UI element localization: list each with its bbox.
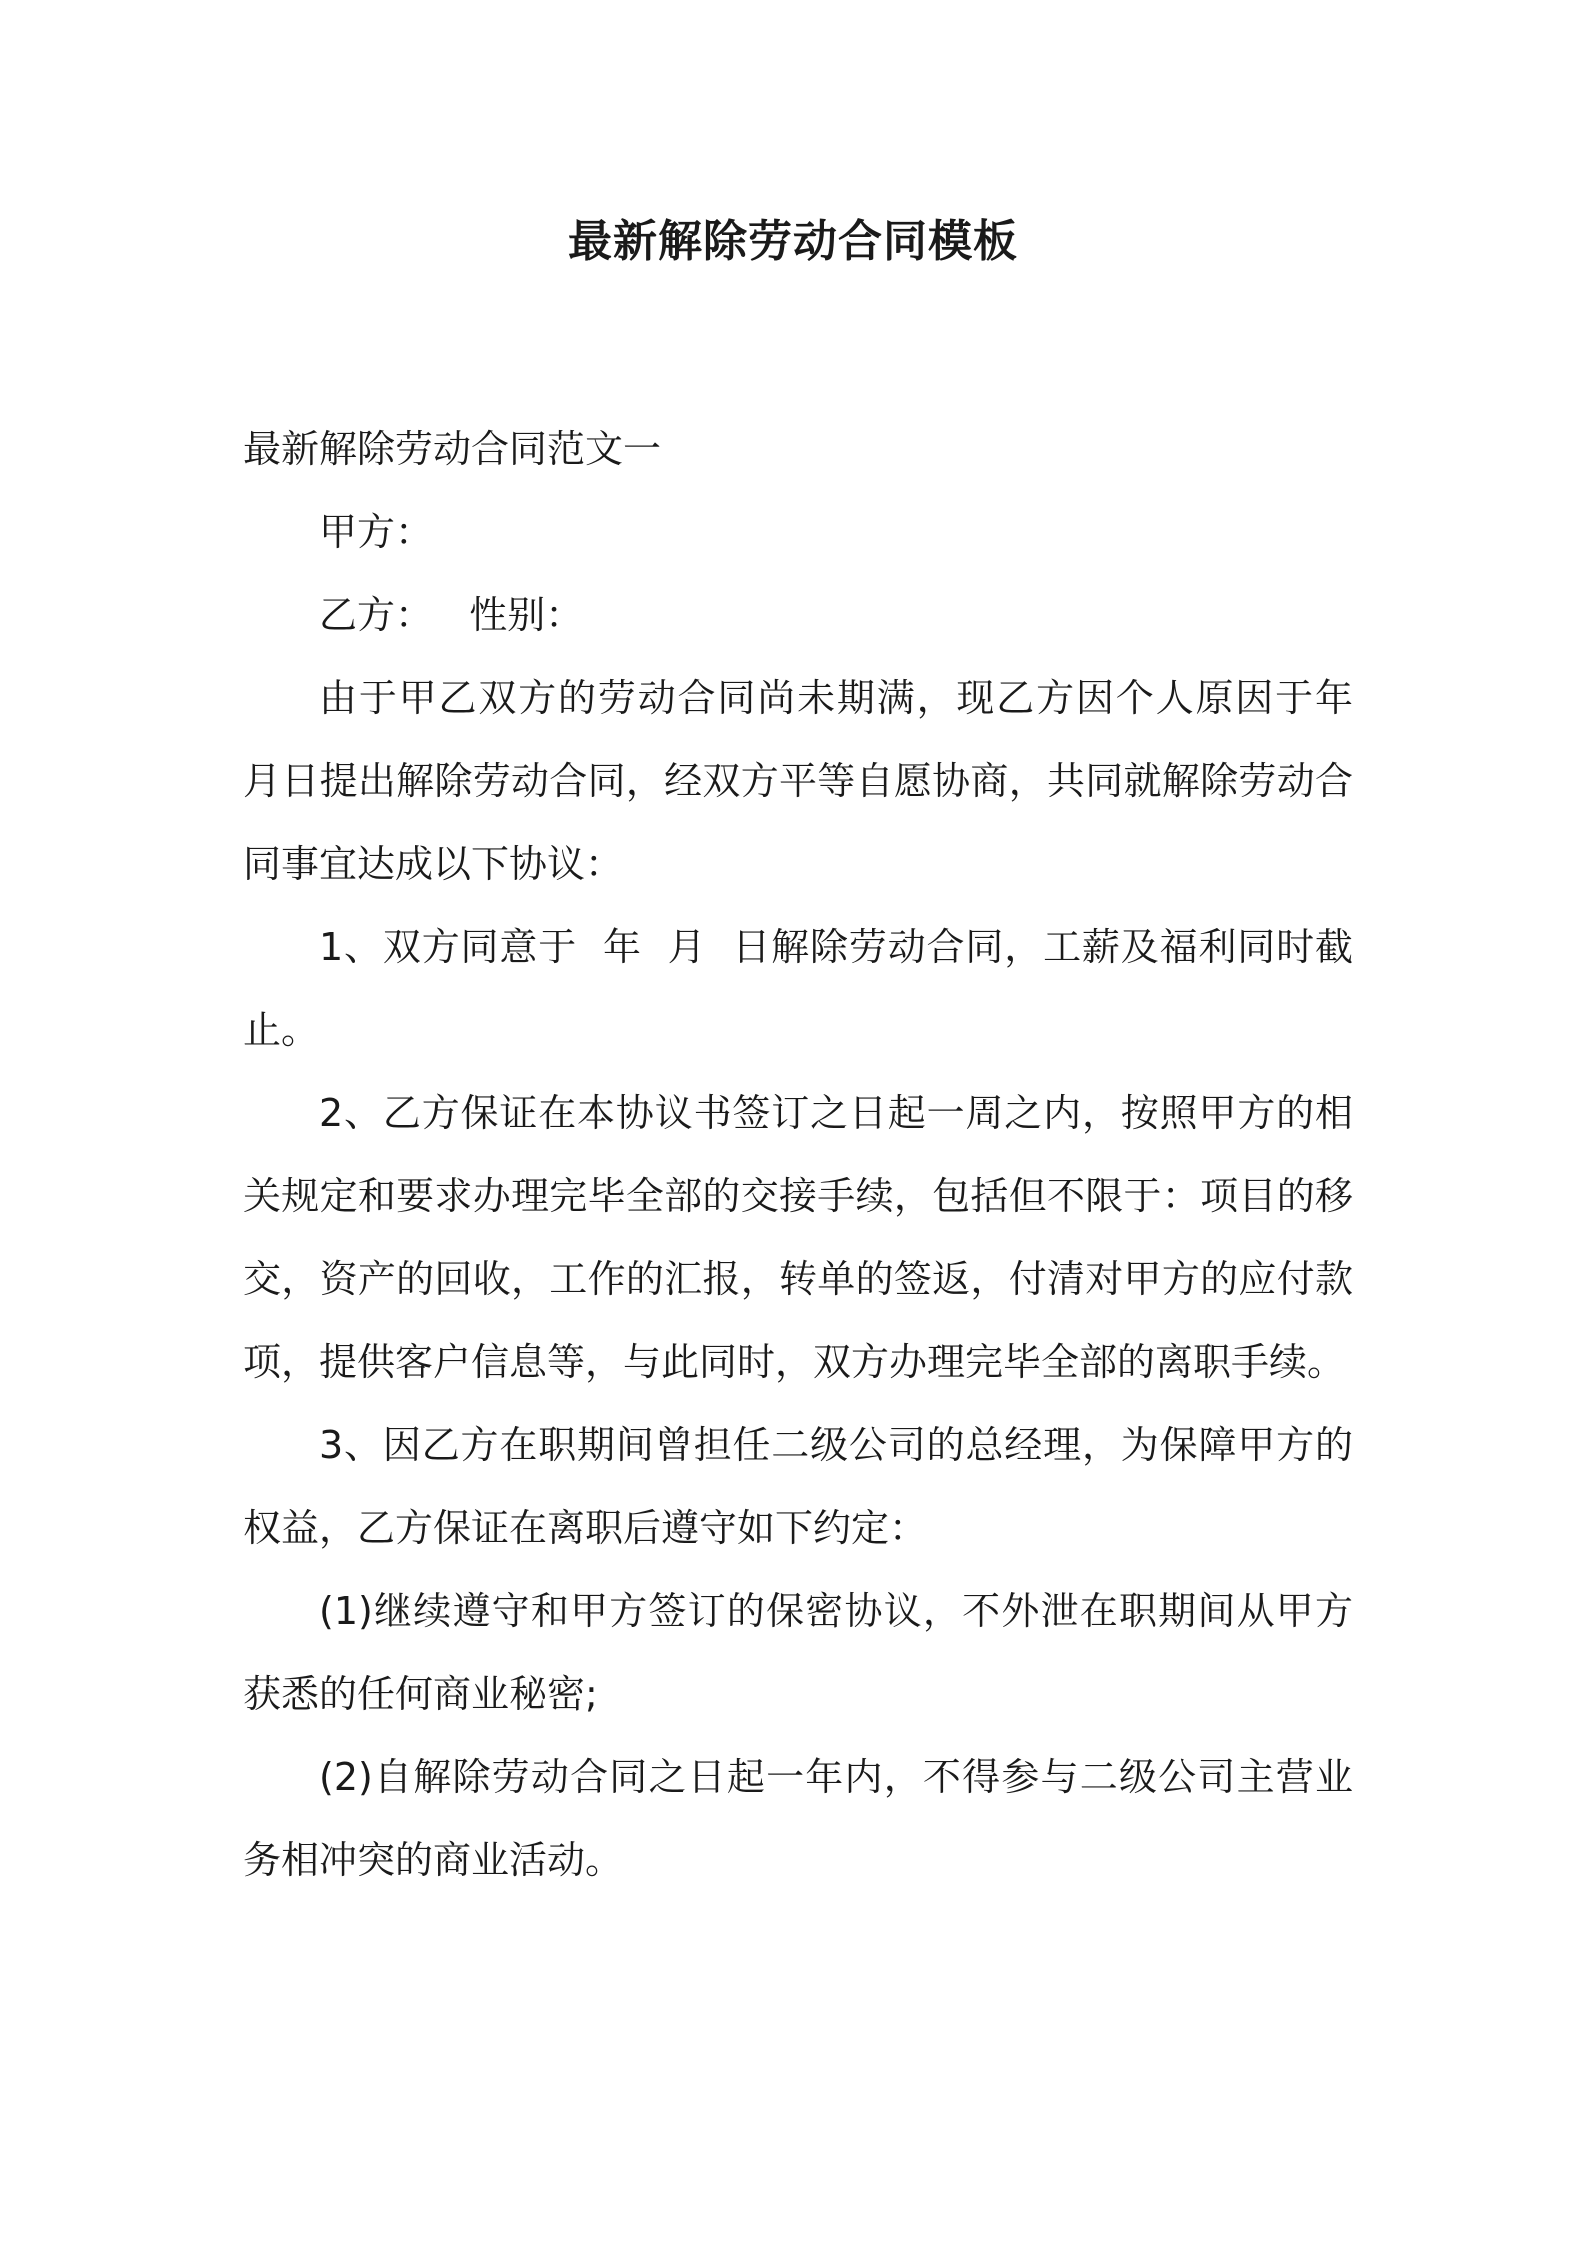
party-b-line: 乙方： 性别： (319, 593, 584, 637)
clause-3: 3、因乙方在职期间曾担任二级公司的总经理，为保障甲方的权益，乙方保证在离职后遵守如下约定： (243, 1423, 1353, 1550)
clause-3-item-1: (1)继续遵守和甲方签订的保密协议，不外泄在职期间从甲方获悉的任何商业秘密; (243, 1589, 1353, 1716)
document-body (243, 408, 1378, 1902)
clause-1: 1、双方同意于 年 月 日解除劳动合同，工薪及福利同时截止。 (243, 925, 1353, 1052)
clause-3-item-2: (2)自解除劳动合同之日起一年内，不得参与二级公司主营业务相冲突的商业活动。 (243, 1755, 1353, 1882)
clause-2: 2、乙方保证在本协议书签订之日起一周之内，按照甲方的相关规定和要求办理完毕全部的交接手续，包括但不限于：项目的移交，资产的回收，工作的汇报，转单的签返，付清对甲方的应付款项，提供客户信息等，与此同时，双方办理完毕全部的离职手续。 (243, 1091, 1353, 1384)
section-title: 最新解除劳动合同范文一 (243, 427, 662, 471)
document-title: 最新解除劳动合同模板 (568, 216, 1018, 267)
intro-paragraph: 由于甲乙双方的劳动合同尚未期满，现乙方因个人原因于年 月日提出解除劳动合同，经双方平等自愿协商，共同就解除劳动合同事宜达成以下协议： (243, 676, 1378, 886)
party-a-line: 甲方： (319, 510, 434, 554)
